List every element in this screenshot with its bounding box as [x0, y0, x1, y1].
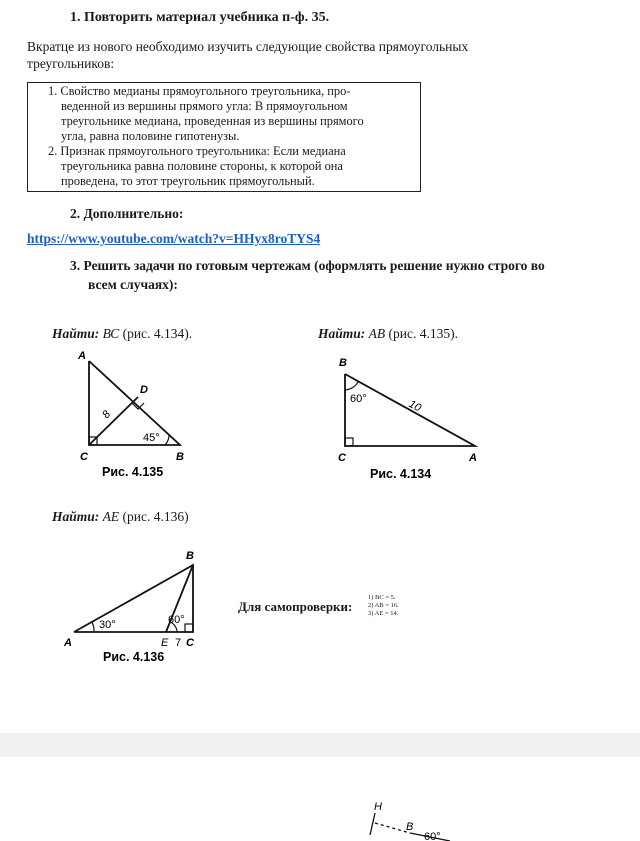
selfcheck-answer-3: 3) AE = 14. — [368, 610, 399, 617]
task-1-find-target: ВС — [102, 326, 120, 341]
figure-4-136 — [60, 545, 210, 670]
label-a-3: A — [64, 637, 72, 649]
task-1-find-word: Найти: — [52, 326, 100, 341]
label-c-2: C — [338, 452, 346, 464]
task-2-ref: (рис. 4.135). — [388, 326, 458, 341]
task-3-ref: (рис. 4.136) — [122, 509, 189, 524]
section-3-line-2: всем случаях): — [88, 277, 178, 292]
angle-b-arc — [165, 434, 169, 445]
fragment-line-1 — [370, 813, 375, 835]
label-angle-60: 60° — [350, 393, 367, 405]
property-2-line-2: треугольника равна половине стороны, к которой она — [61, 159, 343, 173]
property-1-line-1: 1. Свойство медианы прямоугольного треугольника, про- — [48, 84, 351, 98]
label-side-8: 8 — [100, 408, 114, 421]
label-b-3: B — [186, 550, 194, 562]
fragment-label-angle: 60° — [424, 831, 441, 841]
task-3-title — [52, 508, 189, 525]
intro-line-1: Вкратце из нового необходимо изучить следующие свойства прямоугольных — [27, 39, 469, 54]
figure-4-134-caption: Рис. 4.134 — [370, 467, 432, 481]
label-d: D — [140, 384, 148, 396]
section-1-heading: 1. Повторить материал учебника п-ф. 35. — [70, 10, 330, 25]
right-angle-c-2 — [345, 438, 353, 446]
task-2-find-word: Найти: — [318, 326, 366, 341]
task-2-find-target: AB — [368, 326, 386, 341]
property-1-line-2: веденной из вершины прямого угла: В прямоугольном — [61, 99, 348, 113]
youtube-link[interactable]: https://www.youtube.com/watch?v=HHyx8roTYS4 — [27, 231, 321, 246]
figure-4-135-caption: Рис. 4.135 — [102, 465, 164, 479]
angle-b-arc-2 — [345, 382, 358, 390]
task-1-ref: (рис. 4.134). — [122, 326, 193, 341]
label-angle-30: 30° — [99, 619, 116, 631]
figure-4-136-caption: Рис. 4.136 — [103, 650, 165, 664]
label-angle-60-3: 60° — [168, 614, 185, 626]
segment-cd — [89, 397, 138, 445]
fragment-dashed-line — [375, 823, 410, 833]
page-separator — [0, 733, 640, 757]
right-angle-c-3 — [185, 624, 193, 632]
next-page-figure-fragment — [360, 795, 460, 841]
task-3-find-word: Найти: — [52, 509, 100, 524]
fragment-label-b: B — [406, 821, 414, 833]
label-angle-45: 45° — [143, 432, 160, 444]
task-3-find-target: AE — [102, 509, 120, 524]
selfcheck-answer-1: 1) BC = 5. — [368, 594, 396, 601]
selfcheck-label: Для самопроверки: — [238, 599, 353, 614]
label-b: B — [176, 451, 184, 463]
property-2-line-1: 2. Признак прямоугольного треугольника: Если медиана — [48, 144, 346, 158]
label-seg-7: 7 — [175, 637, 182, 649]
figure-4-135 — [70, 345, 200, 480]
fragment-label-h: H — [374, 801, 382, 813]
property-2-line-3: проведена, то этот треугольник прямоугольный. — [61, 174, 315, 188]
task-2-title — [318, 325, 458, 342]
task-1-title — [52, 325, 192, 342]
section-3-line-1: 3. Решить задачи по готовым чертежам (оформлять решение нужно строго во — [70, 258, 545, 273]
intro-line-2: треугольников: — [27, 56, 115, 71]
angle-a-arc — [92, 622, 94, 632]
label-b-2: B — [339, 357, 347, 369]
property-1-line-3: треугольнике медиана, проведенная из вершины прямого — [61, 114, 364, 128]
section-2-heading: 2. Дополнительно: — [70, 206, 184, 221]
figure-4-134 — [330, 350, 490, 485]
label-e-3: E — [161, 637, 169, 649]
property-1-line-4: угла, равна половине гипотенузы. — [61, 129, 240, 143]
label-a-2: A — [469, 452, 477, 464]
properties-box — [27, 82, 421, 192]
label-side-10: 10 — [406, 398, 424, 415]
label-c-3: C — [186, 637, 194, 649]
selfcheck-answer-2: 2) AB = 16. — [368, 602, 399, 609]
label-c: C — [80, 451, 88, 463]
label-a: A — [78, 350, 86, 362]
